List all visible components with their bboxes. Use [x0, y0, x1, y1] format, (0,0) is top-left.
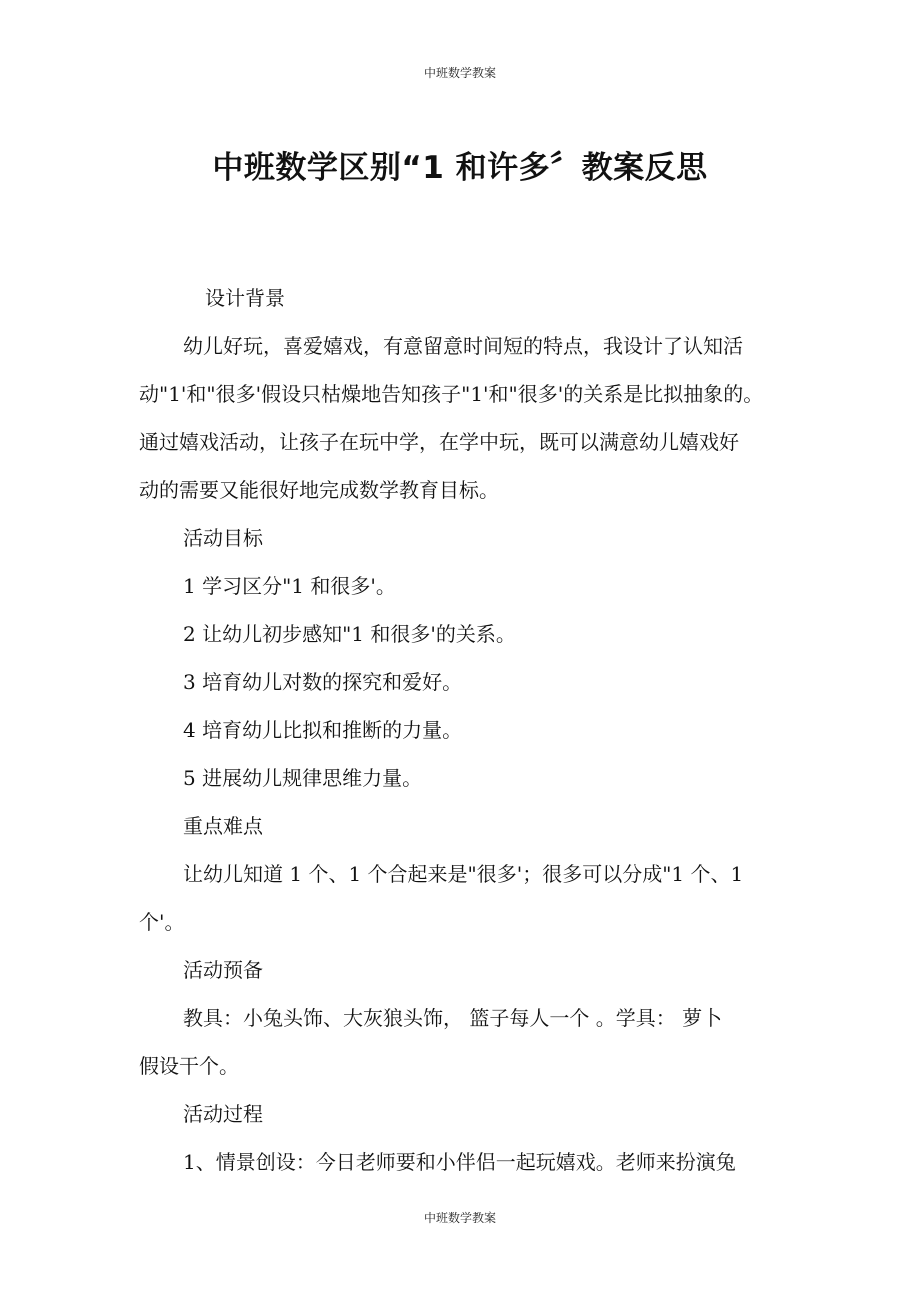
section-heading-key-points: 重点难点: [183, 814, 263, 838]
paragraph-preparation: [139, 994, 799, 1090]
section-heading-design-background: 设计背景: [205, 286, 285, 310]
goal-item-1: 1 学习区分"1 和很多'。: [183, 574, 396, 598]
paragraph-line: 动"1'和"很多'假设只枯燥地告知孩子"1'和"很多'的关系是比拟抽象的。: [139, 382, 764, 406]
document-title: 中班数学区别“1 和许多〞教案反思: [212, 150, 708, 186]
section-heading-preparation: 活动预备: [183, 958, 263, 982]
goal-item-3: 3 培育幼儿对数的探究和爱好。: [183, 670, 463, 694]
paragraph-line: 个'。: [139, 910, 185, 934]
paragraph-key-points: [139, 850, 799, 946]
paragraph-process: 1、情景创设：今日老师要和小伴侣一起玩嬉戏。老师来扮演兔: [183, 1150, 736, 1174]
paragraph-line: 让幼儿知道 1 个、1 个合起来是"很多'；很多可以分成"1 个、1: [183, 862, 744, 886]
paragraph-line: 假设干个。: [139, 1054, 239, 1078]
paragraph-line: 通过嬉戏活动，让孩子在玩中学，在学中玩，既可以满意幼儿嬉戏好: [139, 430, 739, 454]
paragraph-line: 动的需要又能很好地完成数学教育目标。: [139, 478, 499, 502]
page-header: 中班数学教案: [423, 66, 496, 80]
goal-item-4: 4 培育幼儿比拟和推断的力量。: [183, 718, 463, 742]
goal-item-5: 5 进展幼儿规律思维力量。: [183, 766, 423, 790]
section-heading-activity-goals: 活动目标: [183, 526, 263, 550]
paragraph-line: 幼儿好玩，喜爱嬉戏，有意留意时间短的特点，我设计了认知活: [183, 334, 743, 358]
section-heading-process: 活动过程: [183, 1102, 263, 1126]
goal-item-2: 2 让幼儿初步感知"1 和很多'的关系。: [183, 622, 516, 646]
paragraph-design-background: [139, 322, 799, 514]
document-body: [139, 274, 799, 1186]
paragraph-line: 教具：小兔头饰、大灰狼头饰， 篮子每人一个 。学具： 萝卜: [183, 1006, 723, 1030]
page-footer: 中班数学教案: [423, 1211, 496, 1225]
